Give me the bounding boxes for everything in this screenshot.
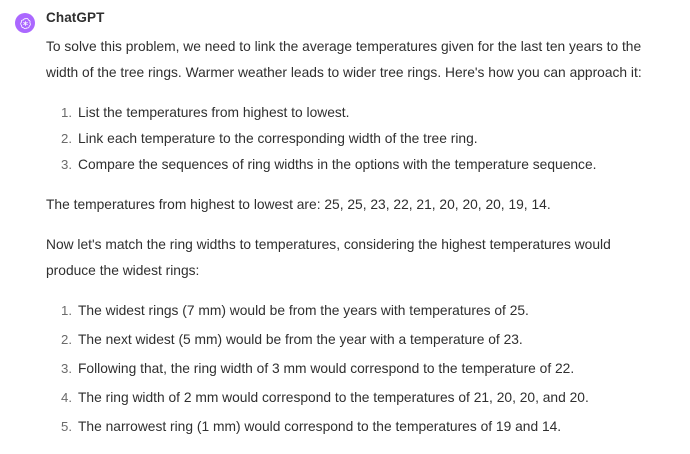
list-item: Link each temperature to the corresponding width of the tree ring. <box>78 131 478 146</box>
list-item: The ring width of 2 mm would correspond to the temperatures of 21, 20, 20, and 20. <box>78 390 589 405</box>
intro-paragraph: To solve this problem, we need to link the average temperatures given for the last ten years to the width of the tree rings. Warmer weather leads to wider tree rings. Here's how you can approach it: <box>46 39 642 80</box>
list-item: List the temperatures from highest to lowest. <box>78 105 350 120</box>
matching-paragraph: Now let's match the ring widths to temperatures, considering the highest temperatures would produce the widest rings: <box>46 237 611 278</box>
list-item: The widest rings (7 mm) would be from the years with temperatures of 25. <box>78 303 529 318</box>
list-item: Compare the sequences of ring widths in the options with the temperature sequence. <box>78 157 597 172</box>
message-author: ChatGPT <box>46 10 105 25</box>
approach-steps-list <box>46 100 678 178</box>
temperatures-paragraph: The temperatures from highest to lowest are: 25, 25, 23, 22, 21, 20, 20, 20, 19, 14. <box>46 197 551 212</box>
list-item: Following that, the ring width of 3 mm would correspond to the temperature of 22. <box>78 361 575 376</box>
assistant-message <box>0 8 690 440</box>
list-item: The next widest (5 mm) would be from the year with a temperature of 23. <box>78 332 523 347</box>
chatgpt-logo-icon <box>15 13 35 33</box>
list-item: The narrowest ring (1 mm) would correspond to the temperatures of 19 and 14. <box>78 419 562 434</box>
ring-width-matches-list <box>46 298 678 440</box>
